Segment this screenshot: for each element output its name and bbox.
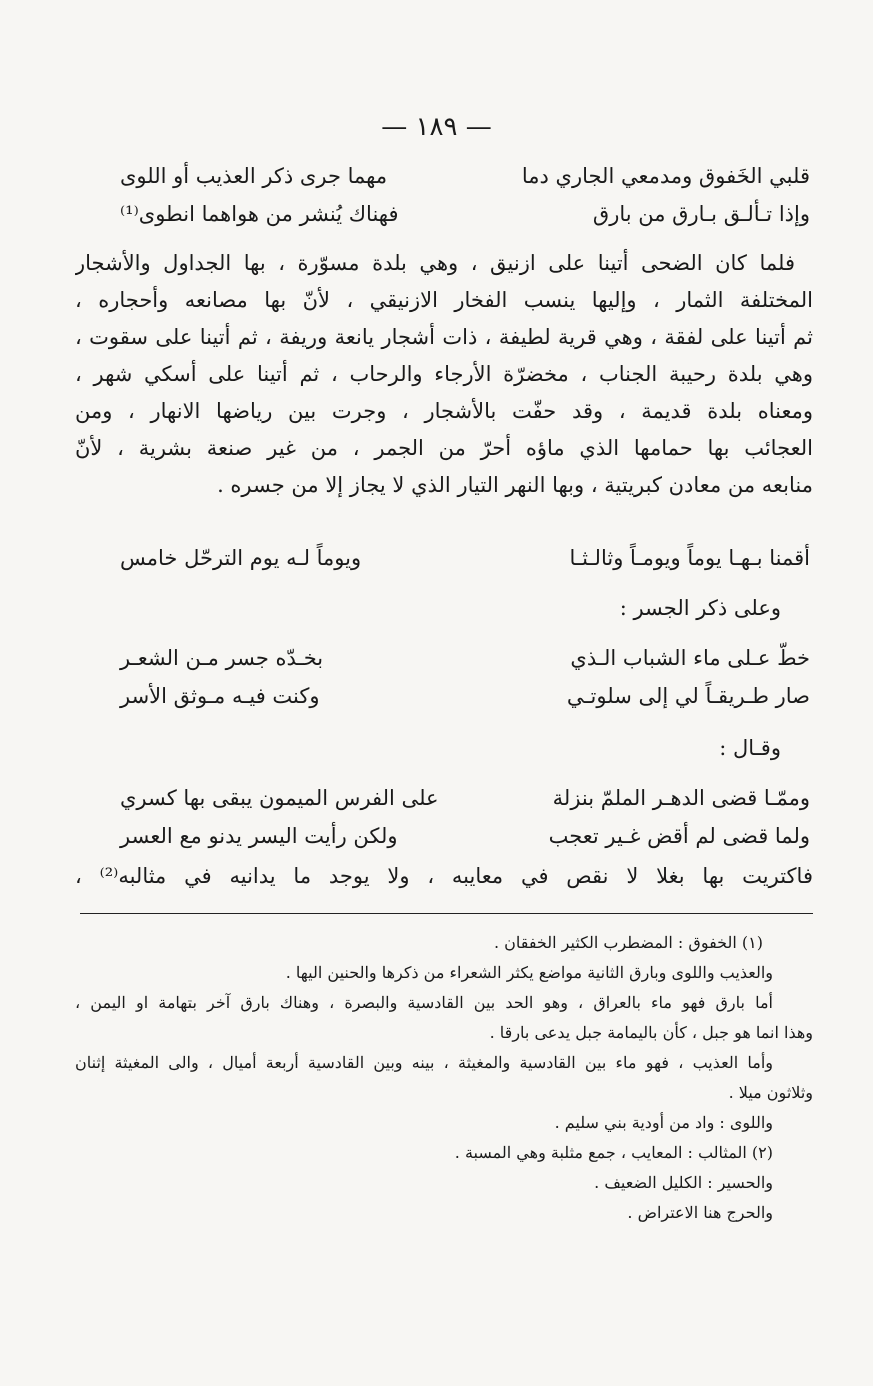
verse-first-hemistich: وممّـا قضى الدهـر الملمّ بنزلة	[552, 786, 810, 810]
verse-second-hemistich: ويوماً لـه يوم الترحّل خامس	[120, 546, 362, 570]
footnote-line: (١) الخفوق : المضطرب الكثير الخفقان .	[493, 933, 763, 952]
verse-first-hemistich: وإذا تـألـق بـارق من بارق	[592, 202, 810, 226]
footnote-line: والحسير : الكليل الضعيف .	[594, 1173, 773, 1192]
footnote-line: (٢) المثالب : المعايب ، جمع مثلبة وهي المسبة .	[454, 1143, 773, 1162]
footnote-line: والعذيب واللوى وبارق الثانية مواضع يكثر الشعراء من ذكرها والحنين اليها .	[285, 963, 773, 982]
paragraph-line: ومعناه بلدة قديمة ، وقد حفّت بالأشجار ، وجرت بين رياضها الانهار ، ومن	[75, 399, 813, 423]
page-number: — ١٨٩ —	[381, 112, 492, 142]
said-intro: وقـال :	[719, 736, 781, 760]
verse-line	[120, 780, 810, 816]
footnote-line: وثلاثون ميلا .	[728, 1083, 813, 1102]
verse-first-hemistich: صار طـريقـاً لي إلى سلوتـي	[566, 684, 810, 708]
paragraph-line: المختلفة الثمار ، وإليها ينسب الفخار الازنيقي ، لأنّ بها مصانعه وأحجاره ،	[75, 288, 813, 312]
verse-second-hemistich: مهما جرى ذكر العذيب أو اللوى	[120, 164, 388, 188]
footnote-line: واللوى : واد من أودية بني سليم .	[554, 1113, 773, 1132]
verse-second-hemistich: ولكن رأيت اليسر يدنو مع العسر	[120, 824, 398, 848]
verse-second-hemistich: على الفرس الميمون يبقى بها كسري	[120, 786, 439, 810]
verse-first-hemistich: قلبي الخَفوق ومدمعي الجاري دما	[521, 164, 810, 188]
footnote-line: وهذا انما هو جبل ، كأن باليمامة جبل يدعى بارقا .	[489, 1023, 813, 1042]
verse-first-hemistich: خطّ عـلى ماء الشباب الـذي	[570, 646, 810, 670]
verse-second-hemistich: فهناك يُنشر من هواهما انطوى⁽¹⁾	[120, 202, 399, 226]
verse-line	[120, 678, 810, 714]
closing-paragraph	[75, 858, 813, 895]
verse-second-hemistich: بخـدّه جسر مـن الشعـر	[120, 646, 324, 670]
paragraph-line: وهي بلدة رحيبة الجناب ، مخضرّة الأرجاء والرحاب ، ثم أتينا على أسكي شهر ،	[75, 362, 813, 386]
footnotes	[75, 928, 813, 1228]
footnote-line: أما بارق فهو ماء بالعراق ، وهو الحد بين القادسية والبصرة ، وهناك بارق آخر بتهامة او اليمن ،	[75, 993, 773, 1012]
bridge-intro: وعلى ذكر الجسر :	[619, 596, 781, 620]
verse-line	[120, 196, 810, 232]
verse-line	[120, 158, 810, 194]
footnote-line: والحرج هنا الاعتراض .	[627, 1203, 773, 1222]
verse-line	[120, 540, 810, 576]
paragraph-line: ثم أتينا على لفقة ، وهي قرية لطيفة ، ذات أشجار يانعة وريفة ، ثم أتينا على سقوت ،	[75, 325, 813, 349]
footnote-divider	[80, 913, 813, 914]
verse-line	[120, 640, 810, 676]
verse-second-hemistich: وكنت فيـه مـوثق الأسر	[120, 684, 320, 708]
verse-line	[120, 818, 810, 854]
paragraph-travel	[75, 245, 813, 504]
paragraph-line: العجائب بها حمامها الذي ماؤه أحرّ من الجمر ، من غير صنعة بشرية ، لأنّ	[75, 436, 813, 460]
paragraph-line: منابعه من معادن كبريتية ، وبها النهر التيار الذي لا يجاز إلا من جسره .	[217, 473, 813, 497]
footnote-line: وأما العذيب ، فهو ماء بين القادسية والمغيثة ، بينه وبين القادسية أربعة أميال ، والى المغيثة إثنان	[75, 1053, 773, 1072]
verse-first-hemistich: ولما قضى لم أقض غـير تعجب	[548, 824, 810, 848]
verse-first-hemistich: أقمنا بـهـا يوماً ويومـاً وثالـثـا	[569, 546, 810, 570]
paragraph-line: فاكتريت بها بغلا لا نقص في معايبه ، ولا يوجد ما يدانيه في مثالبه⁽²⁾ ،	[75, 864, 813, 888]
paragraph-line: فلما كان الضحى أتينا على ازنيق ، وهي بلدة مسوّرة ، بها الجداول والأشجار	[75, 251, 795, 275]
